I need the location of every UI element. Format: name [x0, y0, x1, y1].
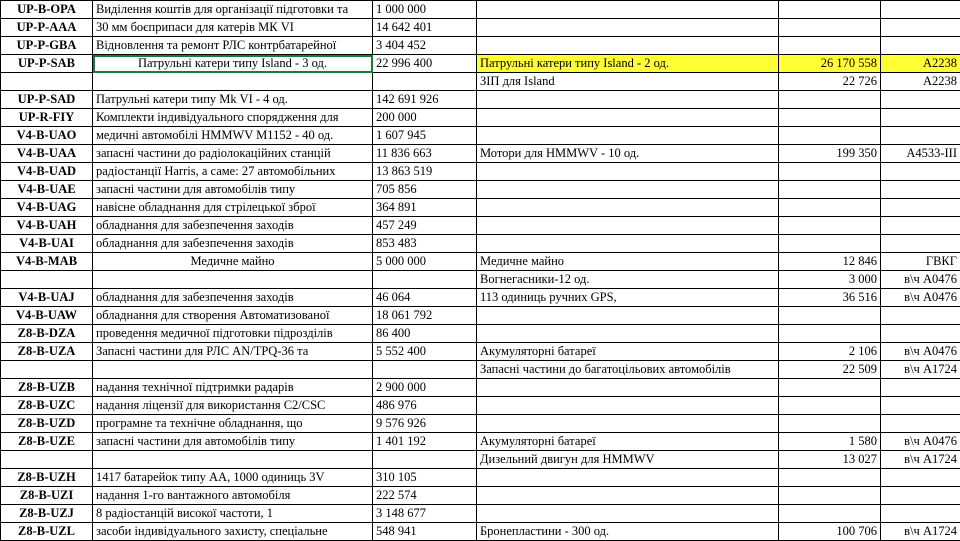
cell-allocated-amount[interactable] — [779, 109, 881, 127]
table-row — [1, 109, 960, 127]
cell-description[interactable]: програмне та технічне обладнання, що — [93, 415, 373, 433]
cell-code[interactable]: UP-P-GBA — [1, 37, 93, 55]
cell-amount[interactable]: 2 900 000 — [373, 379, 477, 397]
cell-allocated-amount[interactable]: 22 726 — [779, 73, 881, 91]
cell-recipient-unit[interactable] — [881, 325, 960, 343]
cell-allocated-amount[interactable]: 1 580 — [779, 433, 881, 451]
cell-allocated-amount[interactable] — [779, 181, 881, 199]
cell-amount[interactable] — [373, 451, 477, 469]
cell-recipient-unit[interactable]: в\ч А0476 — [881, 271, 960, 289]
cell-code[interactable] — [1, 271, 93, 289]
table-row — [1, 379, 960, 397]
table-row — [1, 91, 960, 109]
cell-allocated-description[interactable] — [477, 163, 779, 181]
cell-amount[interactable]: 3 148 677 — [373, 505, 477, 523]
cell-allocated-description[interactable]: Патрульні катери типу Island - 2 од. — [477, 55, 779, 73]
cell-amount[interactable]: 46 064 — [373, 289, 477, 307]
cell-amount[interactable]: 1 000 000 — [373, 1, 477, 19]
cell-allocated-description[interactable] — [477, 487, 779, 505]
cell-description[interactable] — [93, 451, 373, 469]
cell-allocated-amount[interactable] — [779, 199, 881, 217]
cell-description[interactable]: радіостанції Harris, а саме: 27 автомобільних — [93, 163, 373, 181]
cell-description[interactable]: Медичне майно — [93, 253, 373, 271]
table-row — [1, 253, 960, 271]
cell-description[interactable]: обладнання для забезпечення заходів — [93, 235, 373, 253]
cell-recipient-unit[interactable] — [881, 307, 960, 325]
cell-recipient-unit[interactable]: в\ч А1724 — [881, 451, 960, 469]
cell-recipient-unit[interactable] — [881, 181, 960, 199]
cell-allocated-amount[interactable]: 13 027 — [779, 451, 881, 469]
cell-recipient-unit[interactable]: в\ч А0476 — [881, 343, 960, 361]
table-row — [1, 163, 960, 181]
cell-recipient-unit[interactable] — [881, 217, 960, 235]
table-row — [1, 487, 960, 505]
cell-allocated-description[interactable]: Мотори для HMMWV - 10 од. — [477, 145, 779, 163]
cell-recipient-unit[interactable] — [881, 397, 960, 415]
cell-allocated-amount[interactable] — [779, 307, 881, 325]
cell-description[interactable] — [93, 361, 373, 379]
cell-amount[interactable] — [373, 73, 477, 91]
cell-code[interactable]: UP-P-SAB — [1, 55, 93, 73]
cell-allocated-description[interactable] — [477, 307, 779, 325]
cell-description[interactable]: Комплекти індивідуального спорядження для — [93, 109, 373, 127]
cell-code[interactable]: Z8-B-UZJ — [1, 505, 93, 523]
cell-allocated-description[interactable] — [477, 505, 779, 523]
cell-allocated-amount[interactable] — [779, 127, 881, 145]
cell-allocated-amount[interactable] — [779, 37, 881, 55]
cell-allocated-amount[interactable]: 12 846 — [779, 253, 881, 271]
table-row — [1, 1, 960, 19]
cell-code[interactable]: Z8-B-UZH — [1, 469, 93, 487]
table-row — [1, 469, 960, 487]
cell-allocated-amount[interactable] — [779, 487, 881, 505]
cell-amount[interactable]: 486 976 — [373, 397, 477, 415]
cell-code[interactable]: V4-B-UAA — [1, 145, 93, 163]
table-row — [1, 37, 960, 55]
cell-allocated-description[interactable]: Бронепластини - 300 од. — [477, 523, 779, 541]
cell-amount[interactable]: 200 000 — [373, 109, 477, 127]
cell-description[interactable]: запасні частини для автомобілів типу — [93, 181, 373, 199]
table-row — [1, 55, 960, 73]
cell-allocated-description[interactable] — [477, 235, 779, 253]
cell-allocated-description[interactable] — [477, 415, 779, 433]
cell-description[interactable]: надання 1-го вантажного автомобіля — [93, 487, 373, 505]
cell-amount[interactable]: 5 552 400 — [373, 343, 477, 361]
cell-allocated-amount[interactable] — [779, 163, 881, 181]
table-row — [1, 325, 960, 343]
table-row — [1, 289, 960, 307]
cell-allocated-description[interactable] — [477, 397, 779, 415]
table-row — [1, 181, 960, 199]
cell-allocated-description[interactable]: Вогнегасники-12 од. — [477, 271, 779, 289]
cell-allocated-amount[interactable] — [779, 397, 881, 415]
table-row — [1, 307, 960, 325]
cell-allocated-description[interactable] — [477, 91, 779, 109]
cell-allocated-amount[interactable] — [779, 505, 881, 523]
cell-allocated-description[interactable]: Медичне майно — [477, 253, 779, 271]
cell-recipient-unit[interactable]: А2238 — [881, 55, 960, 73]
cell-description[interactable]: запасні частини для автомобілів типу — [93, 433, 373, 451]
cell-description[interactable]: запасні частини до радіолокаційних станцій — [93, 145, 373, 163]
cell-code[interactable]: Z8-B-UZA — [1, 343, 93, 361]
cell-code[interactable]: V4-B-UAE — [1, 181, 93, 199]
cell-allocated-amount[interactable]: 2 106 — [779, 343, 881, 361]
cell-description[interactable]: проведення медичної підготовки підрозділів — [93, 325, 373, 343]
cell-recipient-unit[interactable] — [881, 469, 960, 487]
cell-allocated-description[interactable] — [477, 199, 779, 217]
cell-allocated-amount[interactable] — [779, 415, 881, 433]
cell-allocated-amount[interactable] — [779, 379, 881, 397]
cell-code[interactable]: V4-B-UAW — [1, 307, 93, 325]
cell-allocated-description[interactable] — [477, 217, 779, 235]
cell-code[interactable]: UP-B-OPA — [1, 1, 93, 19]
cell-recipient-unit[interactable] — [881, 487, 960, 505]
cell-allocated-amount[interactable] — [779, 217, 881, 235]
cell-amount[interactable]: 142 691 926 — [373, 91, 477, 109]
table-row — [1, 433, 960, 451]
spreadsheet-body — [1, 1, 960, 541]
cell-allocated-description[interactable]: 113 одиниць ручних GPS, — [477, 289, 779, 307]
cell-allocated-description[interactable]: Запасні частини до багатоцільових автомобілів — [477, 361, 779, 379]
cell-allocated-description[interactable] — [477, 109, 779, 127]
table-row — [1, 361, 960, 379]
cell-code[interactable]: Z8-B-UZD — [1, 415, 93, 433]
cell-amount[interactable]: 1 607 945 — [373, 127, 477, 145]
cell-description[interactable]: обладнання для забезпечення заходів — [93, 217, 373, 235]
table-row — [1, 397, 960, 415]
cell-amount[interactable]: 364 891 — [373, 199, 477, 217]
cell-allocated-amount[interactable] — [779, 1, 881, 19]
cell-description[interactable]: 30 мм боєприпаси для катерів МК VI — [93, 19, 373, 37]
cell-recipient-unit[interactable] — [881, 91, 960, 109]
table-row — [1, 271, 960, 289]
cell-allocated-description[interactable] — [477, 181, 779, 199]
cell-recipient-unit[interactable] — [881, 127, 960, 145]
cell-amount[interactable]: 13 863 519 — [373, 163, 477, 181]
cell-description[interactable]: Патрульні катери типу Mk VI - 4 од. — [93, 91, 373, 109]
cell-description[interactable]: надання ліцензії для використання C2/CSC — [93, 397, 373, 415]
cell-description[interactable]: 8 радіостанцій високої частоти, 1 — [93, 505, 373, 523]
cell-allocated-amount[interactable] — [779, 469, 881, 487]
table-row — [1, 343, 960, 361]
cell-description[interactable] — [93, 73, 373, 91]
cell-code[interactable] — [1, 73, 93, 91]
cell-description[interactable]: обладнання для створення Автоматизованої — [93, 307, 373, 325]
cell-code[interactable]: V4-B-UAI — [1, 235, 93, 253]
cell-amount[interactable]: 22 996 400 — [373, 55, 477, 73]
cell-allocated-description[interactable]: Акумуляторні батареї — [477, 343, 779, 361]
cell-allocated-description[interactable] — [477, 37, 779, 55]
cell-recipient-unit[interactable] — [881, 19, 960, 37]
cell-recipient-unit[interactable]: А2238 — [881, 73, 960, 91]
table-row — [1, 199, 960, 217]
cell-code[interactable]: UP-R-FIY — [1, 109, 93, 127]
cell-amount[interactable]: 1 401 192 — [373, 433, 477, 451]
cell-recipient-unit[interactable] — [881, 235, 960, 253]
cell-allocated-description[interactable] — [477, 379, 779, 397]
cell-recipient-unit[interactable] — [881, 199, 960, 217]
cell-code[interactable]: Z8-B-UZL — [1, 523, 93, 541]
cell-amount[interactable]: 14 642 401 — [373, 19, 477, 37]
cell-allocated-amount[interactable]: 3 000 — [779, 271, 881, 289]
cell-code[interactable]: V4-B-UAD — [1, 163, 93, 181]
cell-allocated-description[interactable] — [477, 469, 779, 487]
cell-allocated-description[interactable]: Дизельний двигун для HMMWV — [477, 451, 779, 469]
cell-allocated-description[interactable] — [477, 325, 779, 343]
cell-allocated-amount[interactable]: 22 509 — [779, 361, 881, 379]
cell-amount[interactable] — [373, 271, 477, 289]
cell-allocated-amount[interactable]: 26 170 558 — [779, 55, 881, 73]
cell-description[interactable]: 1417 батарейок типу АА, 1000 одиниць 3V — [93, 469, 373, 487]
table-row — [1, 145, 960, 163]
cell-amount[interactable] — [373, 361, 477, 379]
cell-description[interactable]: Відновлення та ремонт РЛС контрбатарейної — [93, 37, 373, 55]
cell-description[interactable]: надання технічної підтримки радарів — [93, 379, 373, 397]
table-row — [1, 19, 960, 37]
cell-code[interactable] — [1, 361, 93, 379]
cell-recipient-unit[interactable] — [881, 163, 960, 181]
cell-description[interactable]: Запасні частини для РЛС AN/TPQ-36 та — [93, 343, 373, 361]
cell-amount[interactable]: 310 105 — [373, 469, 477, 487]
cell-description[interactable]: Виділення коштів для організації підготовки та — [93, 1, 373, 19]
table-row — [1, 523, 960, 541]
cell-amount[interactable]: 86 400 — [373, 325, 477, 343]
cell-description[interactable]: засоби індивідуального захисту, спеціальне — [93, 523, 373, 541]
cell-code[interactable]: Z8-B-UZE — [1, 433, 93, 451]
table-row — [1, 235, 960, 253]
cell-code[interactable] — [1, 451, 93, 469]
cell-allocated-amount[interactable] — [779, 235, 881, 253]
cell-recipient-unit[interactable]: А4533-ІІІ — [881, 145, 960, 163]
cell-recipient-unit[interactable] — [881, 37, 960, 55]
cell-allocated-description[interactable] — [477, 127, 779, 145]
cell-allocated-amount[interactable] — [779, 19, 881, 37]
cell-code[interactable]: Z8-B-UZB — [1, 379, 93, 397]
cell-recipient-unit[interactable] — [881, 109, 960, 127]
cell-recipient-unit[interactable]: в\ч А0476 — [881, 289, 960, 307]
cell-amount[interactable]: 548 941 — [373, 523, 477, 541]
cell-amount[interactable]: 853 483 — [373, 235, 477, 253]
cell-allocated-amount[interactable] — [779, 91, 881, 109]
cell-amount[interactable]: 3 404 452 — [373, 37, 477, 55]
cell-recipient-unit[interactable]: в\ч А0476 — [881, 433, 960, 451]
cell-recipient-unit[interactable]: ГВКГ — [881, 253, 960, 271]
cell-description[interactable]: Патрульні катери типу Island - 3 од. — [93, 55, 373, 73]
cell-code[interactable]: V4-B-UAJ — [1, 289, 93, 307]
cell-code[interactable]: UP-P-AAA — [1, 19, 93, 37]
cell-recipient-unit[interactable] — [881, 1, 960, 19]
cell-allocated-description[interactable] — [477, 1, 779, 19]
cell-recipient-unit[interactable] — [881, 415, 960, 433]
cell-amount[interactable]: 11 836 663 — [373, 145, 477, 163]
cell-allocated-description[interactable]: Акумуляторні батареї — [477, 433, 779, 451]
cell-recipient-unit[interactable]: в\ч А1724 — [881, 523, 960, 541]
table-row — [1, 451, 960, 469]
cell-code[interactable]: UP-P-SAD — [1, 91, 93, 109]
cell-code[interactable]: V4-B-MAB — [1, 253, 93, 271]
cell-allocated-amount[interactable]: 36 516 — [779, 289, 881, 307]
cell-amount[interactable]: 5 000 000 — [373, 253, 477, 271]
cell-allocated-amount[interactable]: 199 350 — [779, 145, 881, 163]
table-row — [1, 127, 960, 145]
table-row — [1, 415, 960, 433]
cell-amount[interactable]: 705 856 — [373, 181, 477, 199]
cell-allocated-amount[interactable] — [779, 325, 881, 343]
cell-code[interactable]: V4-B-UAO — [1, 127, 93, 145]
cell-code[interactable]: V4-B-UAG — [1, 199, 93, 217]
cell-code[interactable]: Z8-B-DZA — [1, 325, 93, 343]
cell-amount[interactable]: 222 574 — [373, 487, 477, 505]
cell-allocated-description[interactable] — [477, 19, 779, 37]
table-row — [1, 505, 960, 523]
cell-allocated-amount[interactable]: 100 706 — [779, 523, 881, 541]
cell-description[interactable]: медичні автомобілі HMMWV M1152 - 40 од. — [93, 127, 373, 145]
cell-amount[interactable]: 457 249 — [373, 217, 477, 235]
cell-description[interactable]: обладнання для забезпечення заходів — [93, 289, 373, 307]
cell-description[interactable] — [93, 271, 373, 289]
table-row — [1, 73, 960, 91]
cell-recipient-unit[interactable] — [881, 505, 960, 523]
cell-allocated-description[interactable]: ЗІП для Island — [477, 73, 779, 91]
cell-description[interactable]: навісне обладнання для стрілецької зброї — [93, 199, 373, 217]
cell-recipient-unit[interactable] — [881, 379, 960, 397]
cell-amount[interactable]: 9 576 926 — [373, 415, 477, 433]
cell-code[interactable]: V4-B-UAH — [1, 217, 93, 235]
table-row — [1, 217, 960, 235]
cell-amount[interactable]: 18 061 792 — [373, 307, 477, 325]
cell-code[interactable]: Z8-B-UZI — [1, 487, 93, 505]
cell-code[interactable]: Z8-B-UZC — [1, 397, 93, 415]
cell-recipient-unit[interactable]: в\ч А1724 — [881, 361, 960, 379]
